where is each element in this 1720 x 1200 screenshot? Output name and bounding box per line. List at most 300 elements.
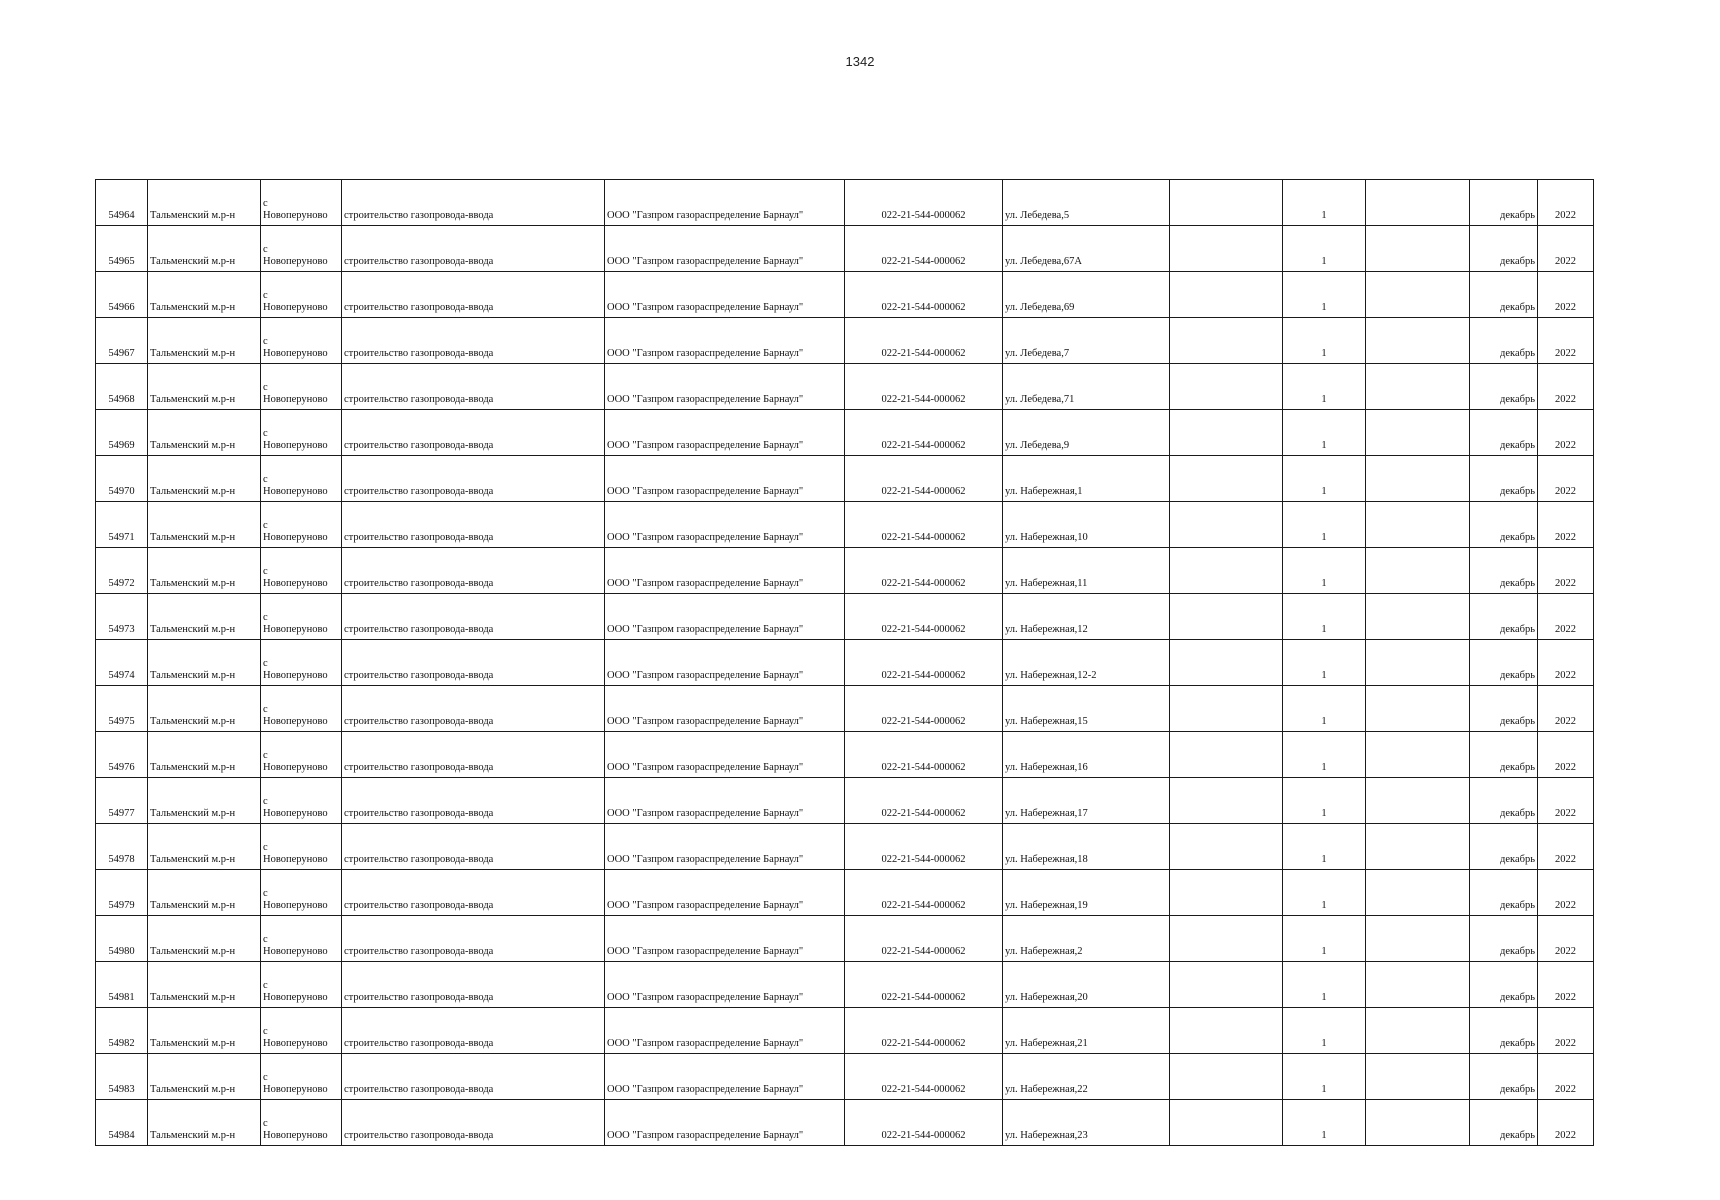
row-settlement-name: Новоперуново [263, 900, 328, 911]
row-number: 54980 [96, 916, 148, 962]
row-month: декабрь [1470, 824, 1538, 870]
row-settlement [261, 180, 342, 226]
row-work-type: строительство газопровода-ввода [342, 594, 605, 640]
row-settlement-name: Новоперуново [263, 302, 328, 313]
row-quantity: 1 [1283, 824, 1366, 870]
registry-table [95, 179, 1594, 1146]
row-settlement [261, 548, 342, 594]
row-settlement-prefix: с [263, 796, 268, 807]
row-district: Тальменский м.р-н [148, 226, 261, 272]
table-row [96, 226, 1594, 272]
row-quantity: 1 [1283, 226, 1366, 272]
row-empty-cell [1170, 824, 1283, 870]
row-month: декабрь [1470, 870, 1538, 916]
row-organization: ООО "Газпром газораспределение Барнаул" [605, 870, 845, 916]
row-settlement-name: Новоперуново [263, 624, 328, 635]
row-empty-cell [1366, 870, 1470, 916]
row-month: декабрь [1470, 272, 1538, 318]
row-organization: ООО "Газпром газораспределение Барнаул" [605, 410, 845, 456]
row-month: декабрь [1470, 732, 1538, 778]
row-address: ул. Набережная,20 [1003, 962, 1170, 1008]
row-year: 2022 [1538, 824, 1594, 870]
row-empty-cell [1366, 916, 1470, 962]
row-district: Тальменский м.р-н [148, 962, 261, 1008]
row-address: ул. Лебедева,69 [1003, 272, 1170, 318]
row-year: 2022 [1538, 962, 1594, 1008]
row-settlement-name: Новоперуново [263, 348, 328, 359]
row-empty-cell [1366, 778, 1470, 824]
row-empty-cell [1170, 1100, 1283, 1146]
row-settlement-prefix: с [263, 198, 268, 209]
row-district: Тальменский м.р-н [148, 594, 261, 640]
row-empty-cell [1170, 732, 1283, 778]
row-settlement-name: Новоперуново [263, 716, 328, 727]
table-row [96, 916, 1594, 962]
row-district: Тальменский м.р-н [148, 778, 261, 824]
row-code: 022-21-544-000062 [845, 824, 1003, 870]
row-work-type: строительство газопровода-ввода [342, 548, 605, 594]
row-settlement-prefix: с [263, 704, 268, 715]
row-settlement-prefix: с [263, 382, 268, 393]
row-address: ул. Набережная,2 [1003, 916, 1170, 962]
row-number: 54972 [96, 548, 148, 594]
row-month: декабрь [1470, 502, 1538, 548]
table-row [96, 732, 1594, 778]
row-code: 022-21-544-000062 [845, 272, 1003, 318]
row-number: 54974 [96, 640, 148, 686]
row-quantity: 1 [1283, 272, 1366, 318]
row-empty-cell [1170, 180, 1283, 226]
row-empty-cell [1366, 1054, 1470, 1100]
row-settlement-name: Новоперуново [263, 1038, 328, 1049]
row-settlement-prefix: с [263, 428, 268, 439]
row-quantity: 1 [1283, 732, 1366, 778]
row-empty-cell [1366, 686, 1470, 732]
row-organization: ООО "Газпром газораспределение Барнаул" [605, 962, 845, 1008]
table-row [96, 824, 1594, 870]
row-number: 54981 [96, 962, 148, 1008]
row-district: Тальменский м.р-н [148, 272, 261, 318]
row-number: 54979 [96, 870, 148, 916]
row-work-type: строительство газопровода-ввода [342, 640, 605, 686]
row-quantity: 1 [1283, 1100, 1366, 1146]
row-organization: ООО "Газпром газораспределение Барнаул" [605, 318, 845, 364]
row-settlement [261, 962, 342, 1008]
row-settlement-prefix: с [263, 612, 268, 623]
row-organization: ООО "Газпром газораспределение Барнаул" [605, 456, 845, 502]
row-organization: ООО "Газпром газораспределение Барнаул" [605, 1054, 845, 1100]
row-organization: ООО "Газпром газораспределение Барнаул" [605, 1008, 845, 1054]
table-row [96, 870, 1594, 916]
row-month: декабрь [1470, 1100, 1538, 1146]
row-address: ул. Набережная,18 [1003, 824, 1170, 870]
row-settlement [261, 502, 342, 548]
row-organization: ООО "Газпром газораспределение Барнаул" [605, 226, 845, 272]
row-code: 022-21-544-000062 [845, 686, 1003, 732]
row-district: Тальменский м.р-н [148, 502, 261, 548]
row-empty-cell [1366, 640, 1470, 686]
row-quantity: 1 [1283, 870, 1366, 916]
row-empty-cell [1170, 1054, 1283, 1100]
row-year: 2022 [1538, 1008, 1594, 1054]
row-year: 2022 [1538, 594, 1594, 640]
row-empty-cell [1170, 962, 1283, 1008]
row-code: 022-21-544-000062 [845, 1008, 1003, 1054]
row-month: декабрь [1470, 916, 1538, 962]
row-settlement-prefix: с [263, 842, 268, 853]
row-settlement-name: Новоперуново [263, 670, 328, 681]
row-month: декабрь [1470, 226, 1538, 272]
row-settlement-name: Новоперуново [263, 486, 328, 497]
row-number: 54971 [96, 502, 148, 548]
row-settlement [261, 778, 342, 824]
row-settlement-prefix: с [263, 750, 268, 761]
table-row [96, 456, 1594, 502]
row-settlement [261, 226, 342, 272]
row-work-type: строительство газопровода-ввода [342, 916, 605, 962]
row-year: 2022 [1538, 272, 1594, 318]
row-empty-cell [1170, 594, 1283, 640]
row-month: декабрь [1470, 686, 1538, 732]
row-work-type: строительство газопровода-ввода [342, 778, 605, 824]
table-row [96, 502, 1594, 548]
row-address: ул. Набережная,11 [1003, 548, 1170, 594]
row-settlement [261, 824, 342, 870]
row-year: 2022 [1538, 686, 1594, 732]
row-address: ул. Набережная,15 [1003, 686, 1170, 732]
row-settlement-name: Новоперуново [263, 854, 328, 865]
row-settlement-name: Новоперуново [263, 210, 328, 221]
row-month: декабрь [1470, 410, 1538, 456]
row-settlement [261, 364, 342, 410]
table-row [96, 686, 1594, 732]
row-settlement [261, 686, 342, 732]
row-month: декабрь [1470, 962, 1538, 1008]
table-row [96, 318, 1594, 364]
row-year: 2022 [1538, 364, 1594, 410]
table-row [96, 1054, 1594, 1100]
row-number: 54967 [96, 318, 148, 364]
row-year: 2022 [1538, 456, 1594, 502]
row-settlement [261, 456, 342, 502]
row-district: Тальменский м.р-н [148, 640, 261, 686]
row-quantity: 1 [1283, 456, 1366, 502]
row-month: декабрь [1470, 364, 1538, 410]
row-address: ул. Набережная,12-2 [1003, 640, 1170, 686]
row-work-type: строительство газопровода-ввода [342, 410, 605, 456]
row-address: ул. Набережная,17 [1003, 778, 1170, 824]
row-month: декабрь [1470, 456, 1538, 502]
row-code: 022-21-544-000062 [845, 226, 1003, 272]
row-organization: ООО "Газпром газораспределение Барнаул" [605, 778, 845, 824]
row-quantity: 1 [1283, 594, 1366, 640]
table-row [96, 410, 1594, 456]
row-settlement-name: Новоперуново [263, 578, 328, 589]
row-empty-cell [1366, 594, 1470, 640]
row-empty-cell [1366, 502, 1470, 548]
row-work-type: строительство газопровода-ввода [342, 1054, 605, 1100]
row-quantity: 1 [1283, 962, 1366, 1008]
row-settlement-prefix: с [263, 244, 268, 255]
row-quantity: 1 [1283, 686, 1366, 732]
page-number: 1342 [845, 54, 875, 69]
row-settlement-name: Новоперуново [263, 762, 328, 773]
row-organization: ООО "Газпром газораспределение Барнаул" [605, 548, 845, 594]
row-empty-cell [1170, 272, 1283, 318]
row-year: 2022 [1538, 916, 1594, 962]
row-month: декабрь [1470, 1008, 1538, 1054]
row-empty-cell [1366, 732, 1470, 778]
row-number: 54983 [96, 1054, 148, 1100]
row-number: 54966 [96, 272, 148, 318]
row-organization: ООО "Газпром газораспределение Барнаул" [605, 180, 845, 226]
row-settlement-name: Новоперуново [263, 440, 328, 451]
row-organization: ООО "Газпром газораспределение Барнаул" [605, 272, 845, 318]
row-address: ул. Набережная,23 [1003, 1100, 1170, 1146]
row-address: ул. Набережная,22 [1003, 1054, 1170, 1100]
row-year: 2022 [1538, 1100, 1594, 1146]
row-quantity: 1 [1283, 640, 1366, 686]
row-settlement [261, 640, 342, 686]
row-settlement-name: Новоперуново [263, 1084, 328, 1095]
row-year: 2022 [1538, 502, 1594, 548]
row-quantity: 1 [1283, 502, 1366, 548]
row-organization: ООО "Газпром газораспределение Барнаул" [605, 824, 845, 870]
row-empty-cell [1170, 364, 1283, 410]
row-number: 54982 [96, 1008, 148, 1054]
row-number: 54973 [96, 594, 148, 640]
row-settlement-name: Новоперуново [263, 992, 328, 1003]
row-empty-cell [1170, 410, 1283, 456]
row-quantity: 1 [1283, 318, 1366, 364]
row-settlement [261, 870, 342, 916]
row-organization: ООО "Газпром газораспределение Барнаул" [605, 640, 845, 686]
row-month: декабрь [1470, 594, 1538, 640]
row-address: ул. Набережная,21 [1003, 1008, 1170, 1054]
row-empty-cell [1366, 548, 1470, 594]
row-empty-cell [1170, 502, 1283, 548]
row-district: Тальменский м.р-н [148, 870, 261, 916]
row-district: Тальменский м.р-н [148, 548, 261, 594]
row-settlement-prefix: с [263, 1118, 268, 1129]
row-settlement-prefix: с [263, 290, 268, 301]
row-empty-cell [1366, 456, 1470, 502]
row-number: 54969 [96, 410, 148, 456]
row-district: Тальменский м.р-н [148, 686, 261, 732]
row-year: 2022 [1538, 1054, 1594, 1100]
row-settlement [261, 318, 342, 364]
row-organization: ООО "Газпром газораспределение Барнаул" [605, 502, 845, 548]
row-empty-cell [1366, 962, 1470, 1008]
row-organization: ООО "Газпром газораспределение Барнаул" [605, 364, 845, 410]
table-row [96, 594, 1594, 640]
row-year: 2022 [1538, 870, 1594, 916]
row-settlement-name: Новоперуново [263, 808, 328, 819]
row-year: 2022 [1538, 778, 1594, 824]
row-settlement [261, 594, 342, 640]
row-month: декабрь [1470, 548, 1538, 594]
row-code: 022-21-544-000062 [845, 502, 1003, 548]
table-row [96, 640, 1594, 686]
row-empty-cell [1170, 640, 1283, 686]
row-code: 022-21-544-000062 [845, 410, 1003, 456]
table-row [96, 272, 1594, 318]
table-row [96, 1008, 1594, 1054]
row-settlement [261, 732, 342, 778]
row-settlement [261, 916, 342, 962]
row-empty-cell [1366, 410, 1470, 456]
row-settlement [261, 410, 342, 456]
row-work-type: строительство газопровода-ввода [342, 502, 605, 548]
row-district: Тальменский м.р-н [148, 1100, 261, 1146]
row-settlement-prefix: с [263, 336, 268, 347]
row-year: 2022 [1538, 226, 1594, 272]
row-district: Тальменский м.р-н [148, 1008, 261, 1054]
row-number: 54968 [96, 364, 148, 410]
row-quantity: 1 [1283, 364, 1366, 410]
row-settlement-prefix: с [263, 520, 268, 531]
row-work-type: строительство газопровода-ввода [342, 364, 605, 410]
row-quantity: 1 [1283, 1054, 1366, 1100]
table-row [96, 962, 1594, 1008]
row-code: 022-21-544-000062 [845, 916, 1003, 962]
row-district: Тальменский м.р-н [148, 410, 261, 456]
row-work-type: строительство газопровода-ввода [342, 686, 605, 732]
row-empty-cell [1366, 226, 1470, 272]
row-address: ул. Лебедева,9 [1003, 410, 1170, 456]
row-work-type: строительство газопровода-ввода [342, 318, 605, 364]
row-address: ул. Набережная,1 [1003, 456, 1170, 502]
row-empty-cell [1170, 548, 1283, 594]
row-organization: ООО "Газпром газораспределение Барнаул" [605, 916, 845, 962]
row-number: 54975 [96, 686, 148, 732]
row-work-type: строительство газопровода-ввода [342, 1100, 605, 1146]
row-number: 54977 [96, 778, 148, 824]
row-address: ул. Лебедева,67А [1003, 226, 1170, 272]
row-address: ул. Лебедева,7 [1003, 318, 1170, 364]
row-code: 022-21-544-000062 [845, 594, 1003, 640]
row-settlement [261, 1008, 342, 1054]
row-year: 2022 [1538, 732, 1594, 778]
row-organization: ООО "Газпром газораспределение Барнаул" [605, 732, 845, 778]
row-settlement-name: Новоперуново [263, 394, 328, 405]
row-empty-cell [1366, 1008, 1470, 1054]
row-quantity: 1 [1283, 410, 1366, 456]
row-year: 2022 [1538, 318, 1594, 364]
row-code: 022-21-544-000062 [845, 640, 1003, 686]
row-work-type: строительство газопровода-ввода [342, 226, 605, 272]
row-number: 54965 [96, 226, 148, 272]
row-settlement-prefix: с [263, 658, 268, 669]
registry-body [96, 180, 1594, 1146]
row-settlement-prefix: с [263, 888, 268, 899]
row-year: 2022 [1538, 180, 1594, 226]
row-organization: ООО "Газпром газораспределение Барнаул" [605, 1100, 845, 1146]
row-organization: ООО "Газпром газораспределение Барнаул" [605, 686, 845, 732]
row-quantity: 1 [1283, 180, 1366, 226]
row-empty-cell [1170, 916, 1283, 962]
table-row [96, 548, 1594, 594]
row-settlement [261, 1100, 342, 1146]
row-empty-cell [1170, 686, 1283, 732]
table-row [96, 180, 1594, 226]
row-quantity: 1 [1283, 778, 1366, 824]
row-address: ул. Набережная,16 [1003, 732, 1170, 778]
row-settlement-name: Новоперуново [263, 1130, 328, 1141]
row-work-type: строительство газопровода-ввода [342, 180, 605, 226]
row-district: Тальменский м.р-н [148, 318, 261, 364]
row-settlement-name: Новоперуново [263, 532, 328, 543]
row-empty-cell [1366, 318, 1470, 364]
row-settlement-prefix: с [263, 566, 268, 577]
row-address: ул. Набережная,10 [1003, 502, 1170, 548]
row-month: декабрь [1470, 778, 1538, 824]
row-code: 022-21-544-000062 [845, 732, 1003, 778]
row-settlement-name: Новоперуново [263, 256, 328, 267]
row-district: Тальменский м.р-н [148, 824, 261, 870]
row-code: 022-21-544-000062 [845, 962, 1003, 1008]
row-empty-cell [1170, 456, 1283, 502]
row-settlement-name: Новоперуново [263, 946, 328, 957]
row-quantity: 1 [1283, 548, 1366, 594]
row-empty-cell [1366, 180, 1470, 226]
row-empty-cell [1170, 226, 1283, 272]
row-number: 54976 [96, 732, 148, 778]
row-quantity: 1 [1283, 1008, 1366, 1054]
row-month: декабрь [1470, 318, 1538, 364]
row-code: 022-21-544-000062 [845, 1054, 1003, 1100]
row-address: ул. Набережная,12 [1003, 594, 1170, 640]
row-work-type: строительство газопровода-ввода [342, 962, 605, 1008]
row-empty-cell [1170, 318, 1283, 364]
row-empty-cell [1170, 870, 1283, 916]
row-work-type: строительство газопровода-ввода [342, 272, 605, 318]
row-code: 022-21-544-000062 [845, 318, 1003, 364]
row-empty-cell [1366, 272, 1470, 318]
row-number: 54970 [96, 456, 148, 502]
row-code: 022-21-544-000062 [845, 180, 1003, 226]
row-district: Тальменский м.р-н [148, 1054, 261, 1100]
row-district: Тальменский м.р-н [148, 916, 261, 962]
row-settlement-prefix: с [263, 934, 268, 945]
row-month: декабрь [1470, 180, 1538, 226]
row-district: Тальменский м.р-н [148, 732, 261, 778]
row-code: 022-21-544-000062 [845, 778, 1003, 824]
row-settlement [261, 272, 342, 318]
row-year: 2022 [1538, 548, 1594, 594]
row-district: Тальменский м.р-н [148, 180, 261, 226]
row-code: 022-21-544-000062 [845, 1100, 1003, 1146]
row-work-type: строительство газопровода-ввода [342, 824, 605, 870]
row-settlement-prefix: с [263, 1026, 268, 1037]
row-work-type: строительство газопровода-ввода [342, 870, 605, 916]
row-number: 54984 [96, 1100, 148, 1146]
row-empty-cell [1366, 824, 1470, 870]
row-year: 2022 [1538, 410, 1594, 456]
row-number: 54964 [96, 180, 148, 226]
row-empty-cell [1170, 778, 1283, 824]
row-code: 022-21-544-000062 [845, 456, 1003, 502]
row-settlement-prefix: с [263, 474, 268, 485]
row-month: декабрь [1470, 640, 1538, 686]
row-empty-cell [1170, 1008, 1283, 1054]
row-work-type: строительство газопровода-ввода [342, 456, 605, 502]
table-row [96, 1100, 1594, 1146]
row-number: 54978 [96, 824, 148, 870]
row-code: 022-21-544-000062 [845, 870, 1003, 916]
row-work-type: строительство газопровода-ввода [342, 732, 605, 778]
table-row [96, 364, 1594, 410]
